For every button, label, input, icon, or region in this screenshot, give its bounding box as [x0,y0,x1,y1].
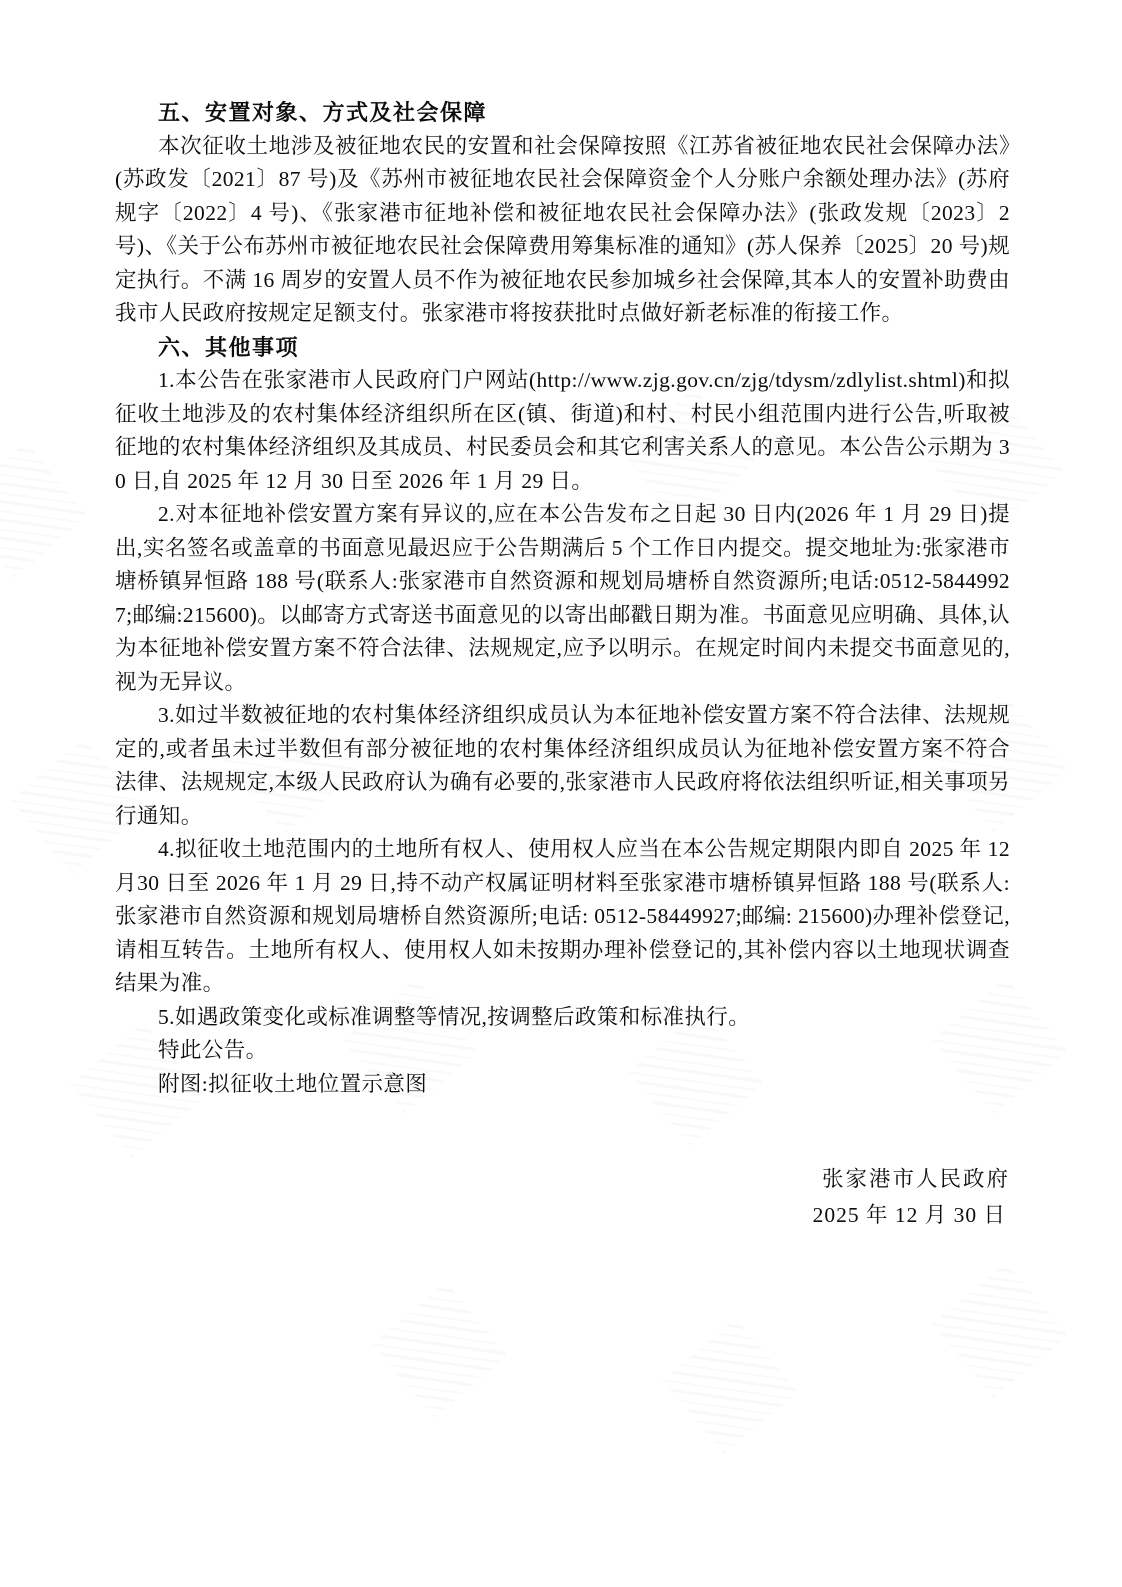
heading-section-5: 五、安置对象、方式及社会保障 [158,100,488,125]
attachment-note: 附图:拟征收土地位置示意图 [158,1071,428,1096]
item-5-policy-change: 5.如遇政策变化或标准调整等情况,按调整后政策和标准执行。 [158,1004,751,1029]
item-4-registration: 4.拟征收土地范围内的土地所有权人、使用权人应当在本公告规定期限内即自 2025 年 12 月30 日至 2026 年 1 月 29 日,持不动产权属证明材料至张家港市塘桥镇昇恒路 188 号(联系人:张家港市自然资源和规划局塘桥自然资源所;电话: 0512-58449927;邮编: 215600)办理补偿登记,请相互转告。土地所有权人、使用权人如未按期办理补偿登记的,其补偿内容以土地现状调查结果为准。 [115,837,1010,995]
watermark [372,1282,507,1417]
document-body [115,96,1010,1101]
watermark [932,1262,1067,1397]
signature-issuer: 张家港市人民政府 [821,1167,1010,1191]
watermark [662,1318,797,1453]
signature-date: 2025 年 12 月 30 日 [812,1203,1006,1227]
para-resettlement-social-security: 本次征收土地涉及被征地农民的安置和社会保障按照《江苏省被征地农民社会保障办法》(苏政发〔2021〕87 号)及《苏州市被征地农民社会保障资金个人分账户余额处理办法》(苏府规字〔2022〕4 号)、《张家港市征地补偿和被征地农民社会保障办法》(张政发规〔2023〕2 号)、《关于公布苏州市被征地农民社会保障费用筹集标准的通知》(苏人保养〔2025〕20 号)规定执行。不满 16 周岁的安置人员不作为被征地农民参加城乡社会保障,其本人的安置补助费由我市人民政府按规定足额支付。张家港市将按获批时点做好新老标准的衔接工作。 [115,133,1010,325]
heading-section-6: 六、其他事项 [158,334,300,360]
item-3-hearing: 3.如过半数被征地的农村集体经济组织成员认为本征地补偿安置方案不符合法律、法规规定的,或者虽未过半数但有部分被征地的农村集体经济组织成员认为征地补偿安置方案不符合法律、法规规定,本级人民政府认为确有必要的,张家港市人民政府将依法组织听证,相关事项另行通知。 [115,703,1010,828]
signature-block [115,1161,1010,1233]
item-2-objections: 2.对本征地补偿安置方案有异议的,应在本公告发布之日起 30 日内(2026 年 1 月 29 日)提出,实名签名或盖章的书面意见最迟应于公告期满后 5 个工作日内提交。提交地址为:张家港市塘桥镇昇恒路 188 号(联系人:张家港市自然资源和规划局塘桥自然资源所;电话:0512-58449927;邮编:215600)。以邮寄方式寄送书面意见的以寄出邮戳日期为准。书面意见应明确、具体,认为本征地补偿安置方案不符合法律、法规规定,应予以明示。在规定时间内未提交书面意见的,视为无异议。 [115,502,1010,694]
closing-statement: 特此公告。 [158,1038,268,1062]
item-1-publication: 1.本公告在张家港市人民政府门户网站(http://www.zjg.gov.cn/zjg/tdysm/zdlylist.shtml)和拟征收土地涉及的农村集体经济组织所在区(镇、街道)和村、村民小组范围内进行公告,听取被征地的农村集体经济组织及其成员、村民委员会和其它利害关系人的意见。本公告公示期为 30 日,自 2025 年 12 月 30 日至 2026 年 1 月 29 日。 [115,368,1010,493]
